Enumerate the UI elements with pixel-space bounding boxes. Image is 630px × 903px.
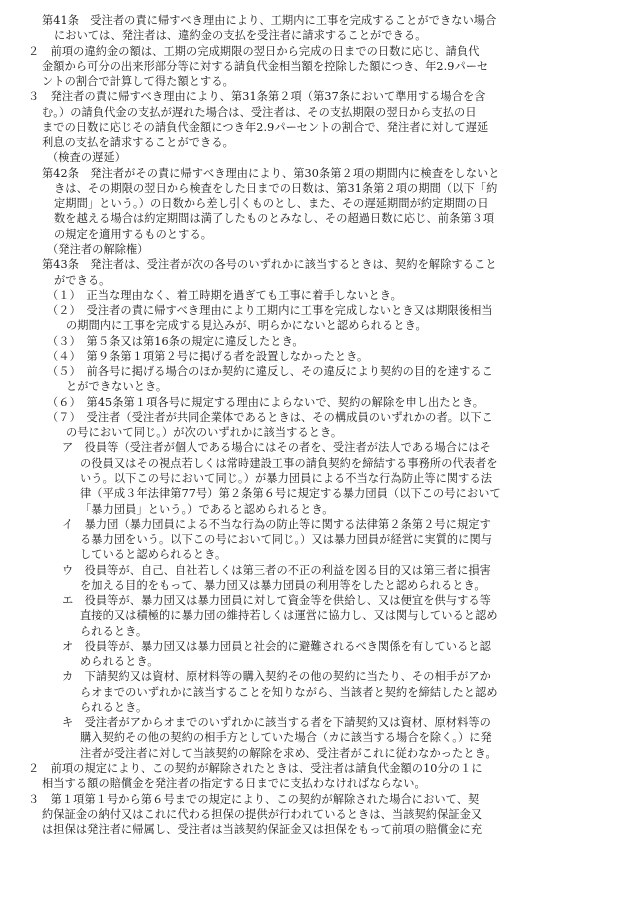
text-line: 数を越える場合は約定期間は満了したものとみなし、その超過日数に応じ、前条第３項 xyxy=(54,212,495,226)
text-line: イ 暴力団（暴力団員による不当な行為の防止等に関する法律第２条第２号に規定す xyxy=(62,517,491,531)
text-line: の号において同じ。）が次のいずれかに該当するとき。 xyxy=(66,426,343,440)
text-line: の期間内に工事を完成する見込みが、明らかにないと認められるとき。 xyxy=(66,319,427,333)
text-line: においては、発注者は、違約金の支払を受注者に請求することができる。 xyxy=(54,29,427,43)
text-line: （２） 受注者の責に帰すべき理由により工期内に工事を完成しないとき又は期限後相当 xyxy=(47,304,493,318)
text-line: ントの割合で計算して得た額とする。 xyxy=(42,75,234,89)
text-line: 律（平成３年法律第77号）第２条第６号に規定する暴力団員（以下この号において xyxy=(80,487,501,501)
text-line: の規定を適用するものとする。 xyxy=(54,227,213,241)
text-line: ３ 第１項第１号から第６号までの規定により、この契約が解除された場合において、契 xyxy=(28,792,480,806)
text-line: とができないとき。 xyxy=(66,380,168,394)
text-line: ができる。 xyxy=(54,273,111,287)
text-line: らオまでのいずれかに該当することを知りながら、当該者と契約を締結したと認め xyxy=(80,685,498,699)
text-line: （５） 前各号に掲げる場合のほか契約に違反し、その違反により契約の目的を達するこ xyxy=(47,365,493,379)
document-body xyxy=(0,13,630,837)
text-line: （３） 第５条又は第16条の規定に違反したとき。 xyxy=(47,334,304,348)
text-line: 第42条 発注者がその責に帰すべき理由により、第30条第２項の期間内に検査をしないと xyxy=(42,166,500,180)
text-line: していると認められるとき。 xyxy=(80,548,227,562)
text-line: エ 役員等が、暴力団又は暴力団員に対して資金等を供給し、又は便宜を供与する等 xyxy=(62,594,491,608)
text-line: 利息の支払を請求することができる。 xyxy=(42,136,234,150)
text-line: の役員又はその視点若しくは常時建設工事の請負契約を締結する事務所の代表者を xyxy=(80,456,498,470)
text-line: 約保証金の納付又はこれに代わる担保の提供が行われているときは、当該契約保証金又 xyxy=(42,807,483,821)
text-line: は担保は発注者に帰属し、受注者は当該契約保証金又は担保をもって前項の賠償金に充 xyxy=(42,823,483,837)
text-line: を加える目的をもって、暴力団又は暴力団員の利用等をしたと認められるとき。 xyxy=(80,578,486,592)
text-line: られるとき。 xyxy=(80,700,148,714)
text-line: 第43条 発注者は、受注者が次の各号のいずれかに該当するときは、契約を解除すること xyxy=(42,258,497,272)
text-line: （４） 第９条第１項第２号に掲げる者を設置しなかったとき。 xyxy=(47,349,369,363)
text-line: られるとき。 xyxy=(80,624,148,638)
text-line: オ 役員等が、暴力団又は暴力団員と社会的に避難されるべき関係を有していると認 xyxy=(62,639,491,653)
text-line: ウ 役員等が、自己、自社若しくは第三者の不正の利益を図る目的又は第三者に損害 xyxy=(62,563,491,577)
text-line: 第41条 受注者の責に帰すべき理由により、工期内に工事を完成することができない場合 xyxy=(42,14,497,27)
text-line: キ 受注者がアからオまでのいずれかに該当する者を下請契約又は資材、原材料等の xyxy=(62,716,491,730)
text-line: 金額から可分の出来形部分等に対する請負代金相当額を控除した額につき、年2.9パーセ xyxy=(42,59,489,73)
text-line: る暴力団をいう。以下この号において同じ。）又は暴力団員が経営に実質的に関与 xyxy=(80,533,493,547)
text-line: 「暴力団員」という。）であると認められるとき。 xyxy=(80,502,334,516)
text-line: （７） 受注者（受注者が共同企業体であるときは、その構成員のいずれかの者。以下こ xyxy=(47,410,493,424)
text-line: ２ 前項の規定により、この契約が解除されたときは、受注者は請負代金額の10分の１に xyxy=(28,762,483,776)
text-line: む。）の請負代金の支払が遅れた場合は、受注者は、その支払期限の翌日から支払の日 xyxy=(42,105,477,119)
text-line: められるとき。 xyxy=(80,655,159,669)
text-line: までの日数に応じその請負代金額につき年2.9パーセントの割合で、発注者に対して遅延 xyxy=(42,120,489,134)
text-line: ３ 発注者の責に帰すべき理由により、第31条第２項（第37条において準用する場合を含 xyxy=(28,90,486,104)
text-line: 注者が受注者に対して当該契約の解除を求め、受注者がこれに従わなかったとき。 xyxy=(80,746,497,760)
text-line: 定期間」という。）の日数から差し引くものとし、また、その遅延期間が約定期間の日 xyxy=(54,197,489,211)
text-line: ２ 前項の違約金の額は、工期の完成期限の翌日から完成の日までの日数に応じ、請負代 xyxy=(28,44,480,58)
text-line: （１） 正当な理由なく、着工時期を過ぎても工事に着手しないとき。 xyxy=(47,288,402,302)
text-line: 直接的又は積極的に暴力団の維持若しくは運営に協力し、又は関与していると認め xyxy=(80,609,498,623)
text-line: （発注者の解除権） xyxy=(47,242,149,256)
text-line: きは、その期限の翌日から検査をした日までの日数は、第31条第２項の期間（以下「約 xyxy=(54,181,498,195)
text-line: 購入契約その他の契約の相手方としていた場合（カに該当する場合を除く。）に発 xyxy=(80,731,492,745)
text-line: 相当する額の賠償金を発注者の指定する日までに支払わなければならない。 xyxy=(42,777,426,791)
text-line: （検査の遅延） xyxy=(47,151,127,165)
text-line: （６） 第45条第１項各号に規定する理由によらないで、契約の解除を申し出たとき。 xyxy=(47,395,485,409)
text-line: ア 役員等（受注者が個人である場合にはその者を、受注者が法人である場合にはそ xyxy=(62,441,491,455)
text-line: カ 下請契約又は資材、原材料等の購入契約その他の契約に当たり、その相手がアか xyxy=(62,670,491,684)
text-line: いう。以下この号において同じ。）が暴力団員による不当な行為防止等に関する法 xyxy=(80,471,493,485)
